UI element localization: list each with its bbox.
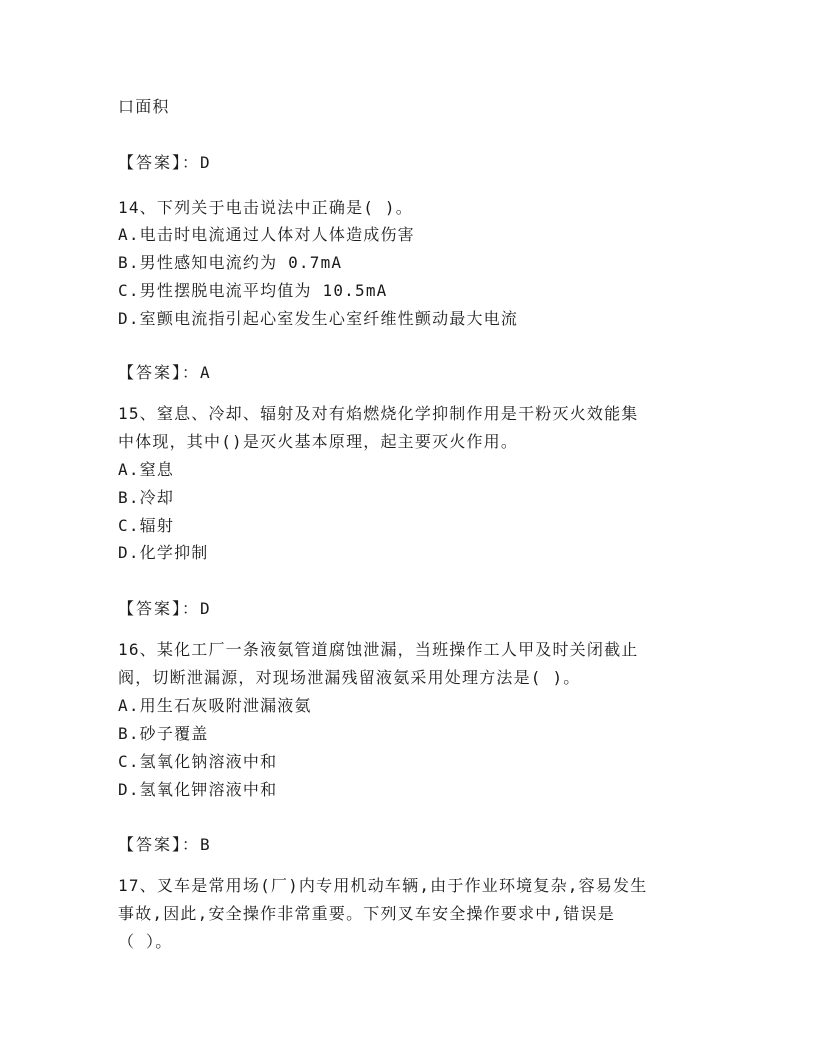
question-15-option-c: C.辐射: [118, 516, 175, 535]
question-16-stem-line-1: 16、某化工厂一条液氨管道腐蚀泄漏，当班操作工人甲及时关闭截止: [118, 640, 639, 659]
answer-label: 【答案】：: [118, 363, 201, 382]
question-15-stem-line-1: 15、窒息、冷却、辐射及对有焰燃烧化学抑制作用是干粉灭火效能集: [118, 404, 639, 423]
answer-label: 【答案】：: [118, 835, 201, 854]
question-14-option-d: D.室颤电流指引起心室发生心室纤维性颤动最大电流: [118, 309, 519, 328]
answer-value: A: [200, 363, 212, 382]
question-17-stem-line-3: （ ）。: [118, 932, 173, 951]
question-16-option-d: D.氢氧化钾溶液中和: [118, 780, 278, 799]
question-14-option-a: A.电击时电流通过人体对人体造成伤害: [118, 225, 415, 244]
question-17-stem-line-1: 17、叉车是常用场(厂)内专用机动车辆,由于作业环境复杂,容易发生: [118, 876, 648, 895]
question-14-option-b: B.男性感知电流约为 0.7mA: [118, 253, 343, 272]
intro-fragment: 口面积: [118, 97, 170, 116]
answer-label: 【答案】：: [118, 153, 201, 172]
answer-value: D: [200, 599, 212, 618]
question-17-stem-line-2: 事故,因此,安全操作非常重要。下列叉车安全操作要求中,错误是: [118, 904, 615, 923]
question-15-option-d: D.化学抑制: [118, 543, 209, 562]
answer-value: B: [200, 835, 212, 854]
answer-line-13: [118, 153, 212, 173]
question-15-stem-line-2: 中体现，其中()是灭火基本原理，起主要灭火作用。: [118, 432, 519, 451]
question-15-option-a: A.窒息: [118, 460, 175, 479]
question-16-option-b: B.砂子覆盖: [118, 724, 209, 743]
question-16-stem-line-2: 阀，切断泄漏源，对现场泄漏残留液氨采用处理方法是( )。: [118, 668, 581, 687]
answer-line-14: [118, 363, 212, 383]
answer-value: D: [200, 153, 212, 172]
question-14-stem: 14、下列关于电击说法中正确是( )。: [118, 198, 413, 217]
question-15-option-b: B.冷却: [118, 488, 175, 507]
question-14-option-c: C.男性摆脱电流平均值为 10.5mA: [118, 281, 388, 300]
answer-label: 【答案】：: [118, 599, 201, 618]
answer-line-16: [118, 835, 212, 855]
question-16-option-a: A.用生石灰吸附泄漏液氨: [118, 696, 312, 715]
question-16-option-c: C.氢氧化钠溶液中和: [118, 752, 278, 771]
answer-line-15: [118, 599, 212, 619]
